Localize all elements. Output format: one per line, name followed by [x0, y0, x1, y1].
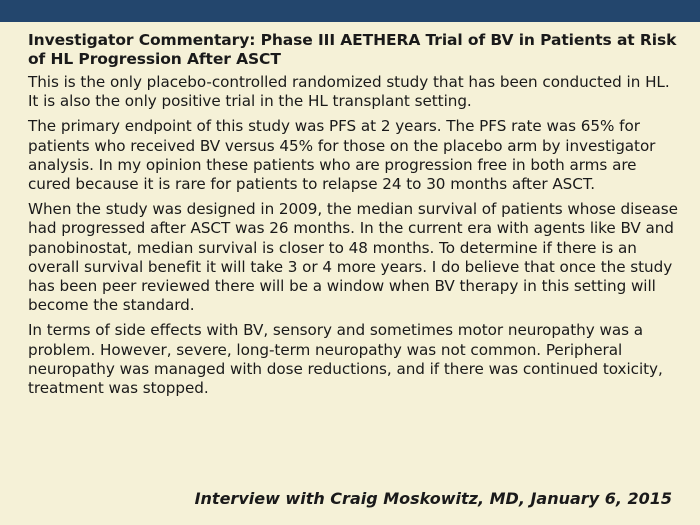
- paragraph-2: The primary endpoint of this study was PFS at 2 years. The PFS rate was 65% for patients who received BV versus 45% for those on the placebo arm by investigator analysis. In my opinion these patients who are progression free in both arms are cured because it is rare for patients to relapse 24 to 30 months after ASCT.: [28, 117, 656, 194]
- paragraph-3: When the study was designed in 2009, the median survival of patients whose disease had progressed after ASCT was 26 months. In the current era with agents like BV and panobinostat, median survival is closer to 48 months. To determine if there is an overall survival benefit it will take 3 or 4 more years. I do believe that once the study has been peer reviewed there will be a window when BV therapy in this setting will become the standard.: [28, 200, 678, 315]
- header-bar: [0, 0, 700, 22]
- commentary-title: Investigator Commentary: Phase III AETHERA Trial of BV in Patients at Risk of HL Progression After ASCT: [28, 31, 677, 68]
- interview-attribution: Interview with Craig Moskowitz, MD, January 6, 2015: [194, 489, 672, 508]
- paragraph-4: In terms of side effects with BV, sensory and sometimes motor neuropathy was a problem. However, severe, long-term neuropathy was not common. Peripheral neuropathy was managed with dose reductions, and if there was continued toxicity, treatment was stopped.: [28, 321, 663, 398]
- paragraph-1: This is the only placebo-controlled randomized study that has been conducted in HL. It is also the only positive trial in the HL transplant setting.: [28, 73, 670, 111]
- commentary-panel: [28, 31, 680, 398]
